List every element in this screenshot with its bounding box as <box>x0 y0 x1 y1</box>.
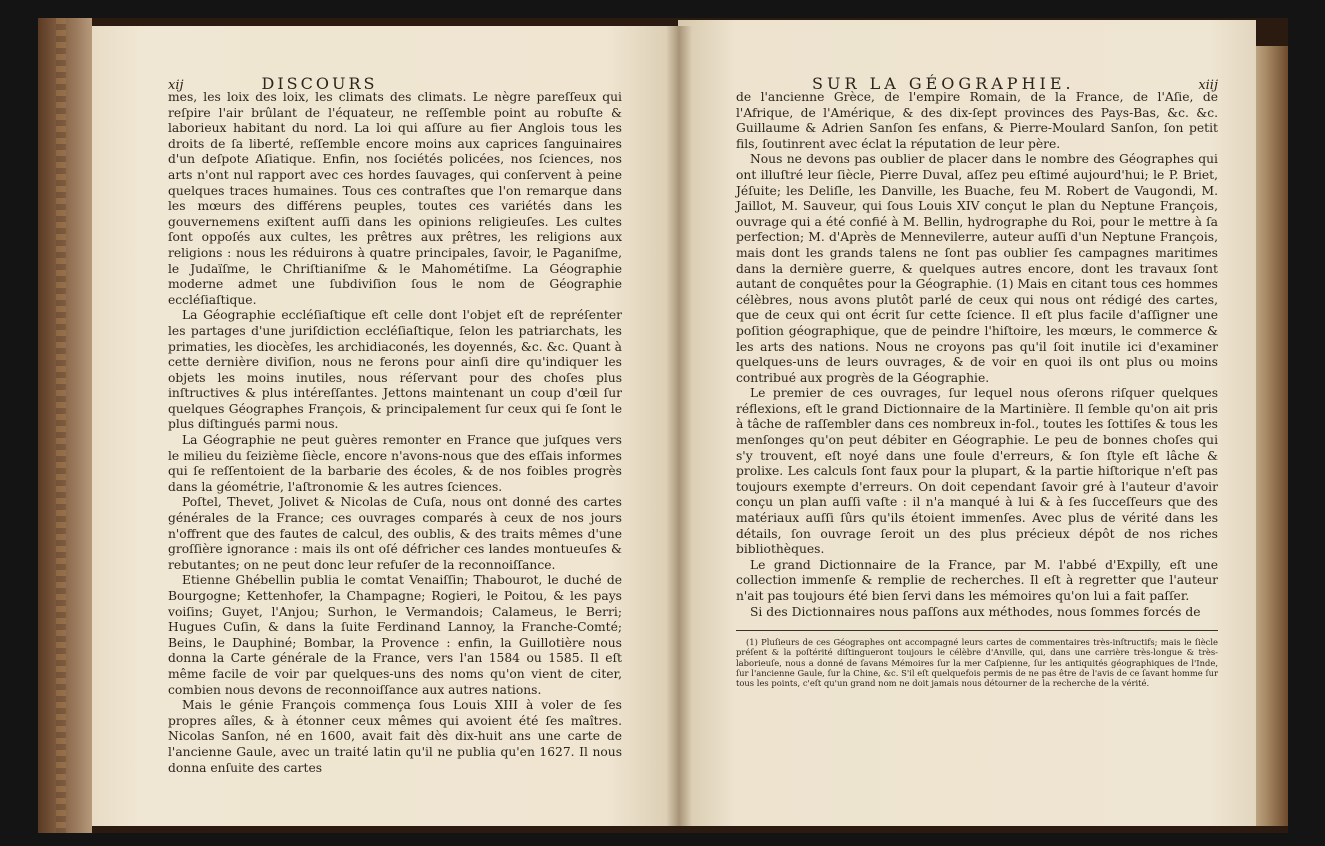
paragraph: Le premier de ces ouvrages, ſur lequel nous oſerons riſquer quelques réflexions, eſt le grand Dictionnaire de la Martinière. Il ſemble qu'on ait pris à tâche de raſſembler dans ces nombreux in-fol., toutes les ſottiſes & tous les menſonges qu'on peut débiter en Géographie. Le peu de bonnes choſes qui s'y trouvent, eſt noyé dans une foule d'erreurs, & ſon ſtyle eſt lâche & prolixe. Les calculs ſont faux pour la plupart, & la partie hiſtorique n'eſt pas toujours exempte d'erreurs. On doit cependant ſavoir gré à l'auteur d'avoir conçu un plan auſſi vaſte : il n'a manqué à lui & à ſes ſucceſſeurs que des matériaux auſſi ſûrs qu'ils étoient immenſes. Avec plus de vérité dans les détails, ſon ouvrage ſeroit un des plus précieux dépôt de nos riches bibliothèques. <box>736 386 1218 557</box>
paragraph: de l'ancienne Grèce, de l'empire Romain, de la France, de l'Aſie, de l'Afrique, de l'Amérique, & des dix-ſept provinces des Pays-Bas, &c. &c. Guillaume & Adrien Sanſon ſes enfans, & Pierre-Moulard Sanſon, ſon petit fils, ſoutinrent avec éclat la réputation de leur père. <box>736 90 1218 151</box>
paragraph: La Géographie ne peut guères remonter en France que juſques vers le milieu du ſeizième ſiècle, encore n'avons-nous que des eſſais informes qui ſe reſſentoient de la barbarie des écoles, & de nos foibles progrès dans la géométrie, l'aſtronomie & les autres ſciences. <box>168 433 622 494</box>
footnote-rule <box>736 630 1218 631</box>
paragraph: Nous ne devons pas oublier de placer dans le nombre des Géographes qui ont illuſtré leur ſiècle, Pierre Duval, aſſez peu eſtimé aujourd'hui; le P. Briet, Jéſuite; les Deliſle, les Danville, les Buache, feu M. Robert de Vaugondi, M. Jaillot, M. Sauveur, qui ſous Louis XIV conçut le plan du Neptune François, ouvrage qui a été confié à M. Bellin, hydrographe du Roi, pour le mettre à ſa perfection; M. d'Après de Mennevilerre, auteur auſſi d'un Neptune François, mais dont les grands talens ne ſont pas oublier ſes campagnes maritimes dans la dernière guerre, & quelques autres encore, dont les travaux ſont autant de conquêtes pour la Géographie. (1) Mais en citant tous ces hommes célèbres, nous avons plutôt parlé de ceux qui nous ont rédigé des cartes, que de ceux qui ont écrit ſur cette ſcience. Il eſt plus facile d'aſſigner une poſition géographique, que de peindre l'hiſtoire, les mœurs, le commerce & les arts des nations. Nous ne croyons pas qu'il ſoit inutile ici d'examiner quelques-uns de leurs ouvrages, & de voir en quoi ils ont plus ou moins contribué aux progrès de la Géographie. <box>736 152 1218 385</box>
paragraph: Le grand Dictionnaire de la France, par M. l'abbé d'Expilly, eſt une collection immenſe & remplie de recherches. Il eſt à regretter que l'auteur n'ait pas toujours été bien ſervi dans les mémoires qu'on lui a fait paſſer. <box>736 557 1218 603</box>
book <box>38 18 1288 833</box>
right-running-title: SUR LA GÉOGRAPHIE. <box>812 74 1075 93</box>
left-body-text <box>168 90 622 776</box>
left-page-number: xij <box>168 78 184 93</box>
paragraph: Si des Dictionnaires nous paſſons aux méthodes, nous ſommes forcés de <box>750 604 1201 619</box>
book-binding-left <box>38 18 92 833</box>
footnote <box>736 637 1218 688</box>
paragraph: Etienne Ghébellin publia le comtat Venaiſſin; Thabourot, le duché de Bourgogne; Kettenhofer, la Champagne; Rogieri, le Poitou, & les pays voiſins; Guyet, l'Anjou; Surhon, le Vermandois; Calameus, le Berri; Hugues Cuſin, & dans la ſuite Ferdinand Lannoy, la Franche-Comté; Beins, le Dauphiné; Bombar, la Provence : enfin, la Guillotière nous donna la Carte générale de la France, vers l'an 1584 ou 1585. Il eſt même facile de voir par quelques-uns des noms qu'on vient de citer, combien nous devons de reconnoiſſance aux autres nations. <box>168 573 622 697</box>
gutter-shadow <box>666 26 692 826</box>
paragraph: La Géographie eccléſiaſtique eſt celle dont l'objet eſt de repréſenter les partages d'une juriſdiction eccléſiaſtique, ſelon les patriarchats, les primaties, les diocèſes, les archidiaconés, les doyennés, &c. &c. Quant à cette dernière diviſion, nous ne ferons pour ainſi dire qu'indiquer les objets les moins inutiles, nous réſervant pour des choſes plus inſtructives & plus intéreſſantes. Jettons maintenant un coup d'œil ſur quelques Géographes François, & principalement ſur ceux qui ſe ſont le plus diſtingués parmi nous. <box>168 308 622 432</box>
right-page-number: xiij <box>1198 78 1218 93</box>
paragraph: Poſtel, Thevet, Jolivet & Nicolas de Cuſa, nous ont donné des cartes générales de la France; ces ouvrages comparés à ceux de nos jours n'offrent que des fautes de calcul, des oublis, & des traits mêmes d'une groſſière ignorance : mais ils ont oſé défricher ces landes montueuſes & rebutantes; on ne peut donc leur refuſer de la reconnoiſſance. <box>168 495 622 572</box>
paragraph: mes, les loix des loix, les climats des climats. Le nègre pareſſeux qui reſpire l'air brûlant de l'équateur, ne reſſemble point au robuſte & laborieux habitant du nord. La loi qui aſſure au fier Anglois tous les droits de ſa liberté, reſſemble encore moins aux caprices ſanguinaires d'un deſpote Aſiatique. Enfin, nos ſociétés policées, nos ſciences, nos arts n'ont nul rapport avec ces hordes ſauvages, qui conſervent à peine quelques traces humaines. Tous ces contraſtes que l'on remarque dans les mœurs des différens peuples, toutes ces variétés dans les gouvernemens exiſtent auſſi dans les opinions religieuſes. Les cultes ſont oppoſés aux cultes, les prêtres aux prêtres, les religions aux religions : nous les réduirons à quatre principales, ſavoir, le Paganiſme, le Judaïſme, le Chriſtianiſme & le Mahométiſme. La Géographie moderne admet une ſubdiviſion ſous le nom de Géographie eccléſiaſtique. <box>168 90 622 307</box>
footnote-text: (1) Pluſieurs de ces Géographes ont accompagné leurs cartes de commentaires très-inſtructifs; mais le ſiècle préſent & la poſtérité diſtingueront toujours le célèbre d'Anville, qui, dans une carrière très-longue & très-laborieuſe, nous a donné de ſavans Mémoires ſur la mer Caſpienne, ſur les antiquités géographiques de l'Inde, ſur l'ancienne Gaule, ſur la Chine, &c. S'il eſt quelquefois permis de ne pas être de l'avis de ce ſavant homme ſur tous les points, c'eſt qu'un grand nom ne doit jamais nous détourner de la recherche de la vérité. <box>736 637 1218 688</box>
paragraph: Mais le génie François commença ſous Louis XIII à voler de ſes propres aîles, & à étonner ceux mêmes qui avoient été ſes maîtres. Nicolas Sanſon, né en 1600, avait fait dès dix-huit ans une carte de l'ancienne Gaule, avec un traité latin qu'il ne publia qu'en 1627. Il nous donna enſuite des cartes <box>168 698 622 775</box>
left-running-title: DISCOURS <box>261 74 378 93</box>
right-body-text <box>736 90 1218 620</box>
left-page <box>92 26 678 826</box>
right-page <box>678 20 1256 826</box>
